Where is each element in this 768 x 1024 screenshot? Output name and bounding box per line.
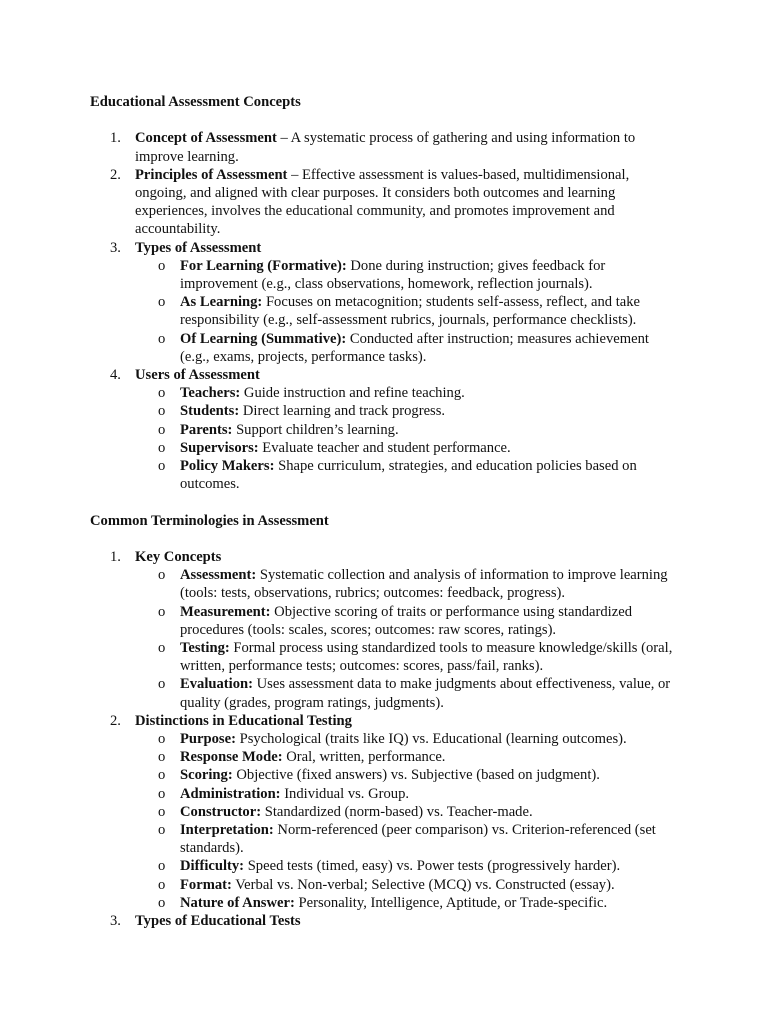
bullet-marker: o [158, 330, 166, 347]
item-term: Types of Educational Tests [135, 913, 301, 930]
bullet-term: For Learning (Formative): [180, 257, 347, 274]
bullet-item [135, 803, 680, 821]
list-number: 2. [110, 166, 121, 183]
bullet-text: Standardized (norm-based) vs. Teacher-made. [261, 803, 533, 820]
bullet-item [135, 730, 680, 748]
list-item [90, 129, 680, 165]
list-item [90, 366, 680, 493]
bullet-text: Guide instruction and refine teaching. [240, 385, 465, 402]
bullet-item [135, 748, 680, 766]
section-heading: Educational Assessment Concepts [90, 94, 301, 110]
item-term: Users of Assessment [135, 367, 260, 384]
bullet-term: Format: [180, 876, 232, 893]
list-number: 3. [110, 913, 121, 930]
bullet-text: Evaluate teacher and student performance. [258, 439, 511, 456]
bullet-item [135, 766, 680, 784]
bullet-item [135, 384, 680, 402]
blank-line [90, 111, 680, 129]
bullet-text: Individual vs. Group. [280, 785, 410, 802]
bullet-text: Done during instruction; gives feedback for improvement (e.g., class observations, homework, reflection journals). [180, 257, 606, 293]
bullet-text: Conducted after instruction; measures achievement (e.g., exams, projects, performance tasks). [180, 330, 649, 365]
bullet-item [135, 566, 680, 602]
bullet-text: Speed tests (timed, easy) vs. Power tests (progressively harder). [244, 858, 621, 875]
bullet-term: Response Mode: [180, 749, 283, 766]
bullet-term: Supervisors: [180, 439, 259, 456]
numbered-list [90, 129, 680, 493]
bullet-marker: o [158, 767, 166, 784]
bullet-marker: o [158, 439, 166, 456]
bullet-list [135, 730, 680, 912]
bullet-term: Policy Makers: [180, 458, 275, 475]
list-number: 1. [110, 549, 121, 566]
bullet-text: Objective (fixed answers) vs. Subjective (based on judgment). [232, 767, 600, 784]
bullet-text: Support children’s learning. [232, 421, 399, 438]
bullet-list [135, 384, 680, 493]
bullet-marker: o [158, 567, 166, 584]
bullet-term: As Learning: [180, 294, 263, 311]
bullet-marker: o [158, 876, 166, 893]
bullet-term: Testing: [180, 640, 230, 657]
numbered-list [90, 548, 680, 930]
list-item [90, 166, 680, 239]
bullet-marker: o [158, 676, 166, 693]
bullet-marker: o [158, 385, 166, 402]
bullet-item [135, 675, 680, 711]
bullet-marker: o [158, 749, 166, 766]
list-item [90, 712, 680, 912]
list-number: 3. [110, 239, 121, 256]
bullet-term: Parents: [180, 421, 233, 438]
bullet-marker: o [158, 731, 166, 748]
bullet-text: Uses assessment data to make judgments about effectiveness, value, or quality (grades, program ratings, judgments). [180, 676, 671, 711]
bullet-list [135, 566, 680, 712]
bullet-item [135, 876, 680, 894]
bullet-marker: o [158, 785, 166, 802]
bullet-marker: o [158, 294, 166, 311]
bullet-item [135, 857, 680, 875]
bullet-item [135, 457, 680, 493]
bullet-text: Formal process using standardized tools to measure knowledge/skills (oral, written, performance tests; outcomes: scores, pass/fail, ranks). [180, 640, 673, 675]
bullet-marker: o [158, 803, 166, 820]
item-term: Types of Assessment [135, 239, 262, 256]
bullet-term: Constructor: [180, 803, 262, 820]
bullet-marker: o [158, 257, 166, 274]
blank-line [90, 493, 680, 511]
bullet-item [135, 330, 680, 366]
bullet-term: Students: [180, 403, 240, 420]
bullet-marker: o [158, 403, 166, 420]
bullet-term: Scoring: [180, 767, 233, 784]
item-term: Concept of Assessment [135, 130, 277, 147]
bullet-item [135, 894, 680, 912]
blank-line [90, 530, 680, 548]
bullet-text: Systematic collection and analysis of information to improve learning (tools: tests, observations, rubrics; outcomes: feedback, progress). [180, 567, 668, 602]
item-term: Key Concepts [135, 549, 222, 566]
bullet-text: Personality, Intelligence, Aptitude, or Trade-specific. [294, 894, 608, 911]
bullet-text: Verbal vs. Non-verbal; Selective (MCQ) vs. Constructed (essay). [231, 876, 615, 893]
bullet-text: Direct learning and track progress. [239, 403, 446, 420]
bullet-item [135, 785, 680, 803]
bullet-list [135, 257, 680, 366]
bullet-marker: o [158, 458, 166, 475]
bullet-item [135, 257, 680, 293]
bullet-item [135, 402, 680, 420]
item-text: – A systematic process of gathering and using information to improve learning. [135, 130, 636, 165]
item-text: – Effective assessment is values-based, multidimensional, ongoing, and aligned with clear purposes. It considers both outcomes and learning experiences, involves the educational community, and promotes improvement and accountability. [135, 166, 630, 238]
bullet-text: Oral, written, performance. [282, 749, 446, 766]
bullet-term: Assessment: [180, 567, 257, 584]
section-heading: Common Terminologies in Assessment [90, 512, 329, 529]
list-item [90, 912, 680, 930]
bullet-text: Objective scoring of traits or performance using standardized procedures (tools: scales, scores; outcomes: raw scores, ratings). [180, 603, 632, 638]
list-number: 1. [110, 130, 121, 147]
bullet-item [135, 603, 680, 639]
bullet-term: Measurement: [180, 603, 271, 620]
bullet-item [135, 639, 680, 675]
bullet-item [135, 421, 680, 439]
bullet-text: Norm-referenced (peer comparison) vs. Criterion-referenced (set standards). [180, 822, 656, 857]
bullet-term: Purpose: [180, 731, 236, 748]
bullet-marker: o [158, 603, 166, 620]
bullet-text: Focuses on metacognition; students self-assess, reflect, and take responsibility (e.g., self-assessment rubrics, journals, performance checklists). [180, 294, 641, 329]
bullet-marker: o [158, 822, 166, 839]
bullet-item [135, 439, 680, 457]
bullet-term: Teachers: [180, 385, 241, 402]
bullet-marker: o [158, 894, 166, 911]
bullet-term: Difficulty: [180, 858, 245, 875]
bullet-marker: o [158, 640, 166, 657]
list-item [90, 548, 680, 712]
bullet-term: Nature of Answer: [180, 894, 295, 911]
list-number: 4. [110, 367, 121, 384]
list-item [90, 239, 680, 366]
item-term: Principles of Assessment [135, 166, 288, 183]
bullet-item [135, 293, 680, 329]
bullet-term: Interpretation: [180, 822, 274, 839]
list-number: 2. [110, 712, 121, 729]
bullet-term: Administration: [180, 785, 281, 802]
bullet-text: Shape curriculum, strategies, and education policies based on outcomes. [180, 458, 637, 493]
bullet-text: Psychological (traits like IQ) vs. Educational (learning outcomes). [235, 731, 627, 748]
bullet-term: Evaluation: [180, 676, 253, 693]
bullet-term: Of Learning (Summative): [180, 330, 347, 347]
item-term: Distinctions in Educational Testing [135, 712, 352, 729]
document-body [90, 93, 680, 930]
bullet-item [135, 821, 680, 857]
bullet-marker: o [158, 421, 166, 438]
bullet-marker: o [158, 858, 166, 875]
